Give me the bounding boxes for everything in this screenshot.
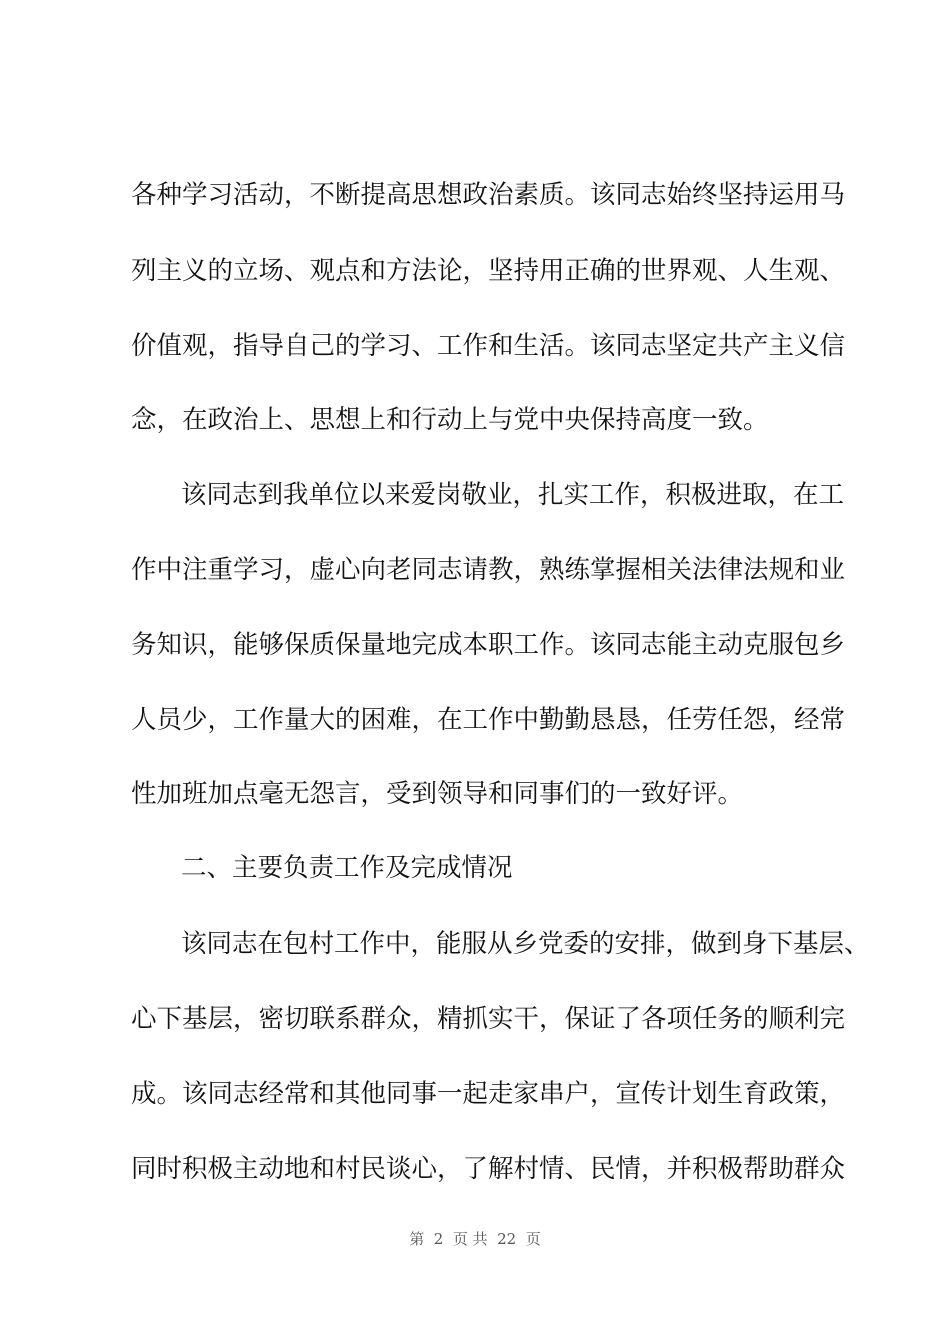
page-number-footer: 第 2 页 共 22 页 (409, 1230, 541, 1248)
paragraph-line-9: 性加班加点毫无怨言，受到领导和同事们的一致好评。 (131, 779, 744, 809)
paragraph-line-5: 该同志到我单位以来爱岗敬业，扎实工作，积极进取，在工 (181, 480, 845, 510)
paragraph-line-12: 心下基层，密切联系群众，精抓实干，保证了各项任务的顺利完 (131, 1004, 846, 1034)
paragraph-line-1: 各种学习活动，不断提高思想政治素质。该同志始终坚持运用马 (131, 180, 846, 210)
section-heading: 二、主要负责工作及完成情况 (181, 853, 513, 883)
paragraph-line-4: 念，在政治上、思想上和行动上与党中央保持高度一致。 (131, 405, 769, 435)
paragraph-line-7: 务知识，能够保质保量地完成本职工作。该同志能主动克服包乡 (131, 630, 846, 660)
paragraph-line-13: 成。该同志经常和其他同事一起走家串户，宣传计划生育政策， (131, 1079, 846, 1109)
paragraph-line-2: 列主义的立场、观点和方法论，坚持用正确的世界观、人生观、 (131, 256, 846, 286)
paragraph-line-6: 作中注重学习，虚心向老同志请教，熟练掌握相关法律法规和业 (131, 555, 846, 585)
paragraph-line-8: 人员少，工作量大的困难，在工作中勤勤恳恳，任劳任怨，经常 (131, 705, 846, 735)
paragraph-line-3: 价值观，指导自己的学习、工作和生活。该同志坚定共产主义信 (131, 331, 846, 361)
paragraph-line-14: 同时积极主动地和村民谈心，了解村情、民情，并积极帮助群众 (131, 1154, 846, 1184)
paragraph-line-11: 该同志在包村工作中，能服从乡党委的安排，做到身下基层、 (181, 929, 870, 959)
